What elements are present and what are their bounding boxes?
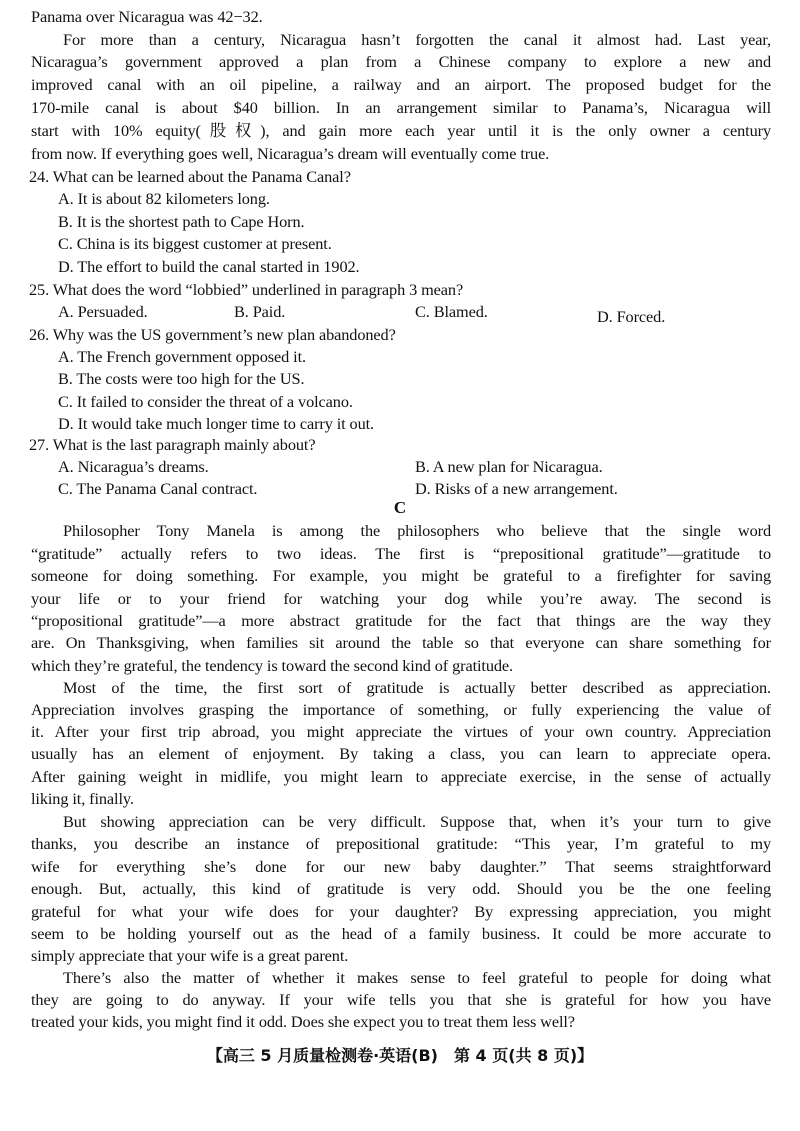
passage-c-line: wife for everything she’s done for our new baby daughter.” That seems straightforward xyxy=(31,857,771,876)
passage-c-line: it. After your first trip abroad, you might appreciate the virtues of your own country. Appreciation xyxy=(31,722,771,741)
passage-c-line: “propositional gratitude”—a more abstract gratitude for the fact that things are the way they xyxy=(31,611,771,630)
question-option: B. Paid. xyxy=(234,302,286,321)
question-stem-26: 26. Why was the US government’s new plan abandoned? xyxy=(29,325,396,344)
passage-b-line: Panama over Nicaragua was 42−32. xyxy=(31,7,263,26)
passage-b-line: Nicaragua’s government approved a plan from a Chinese company to explore a new and xyxy=(31,52,771,71)
passage-b-line: For more than a century, Nicaragua hasn’t forgotten the canal it almost had. Last year, xyxy=(63,30,771,49)
passage-b-line: start with 10% equity(股权), and gain more each year until it is the only owner a century xyxy=(31,121,771,140)
question-option: A. Persuaded. xyxy=(58,302,148,321)
question-option: A. The French government opposed it. xyxy=(58,347,306,366)
passage-c-line: someone for doing something. For example, you might be grateful to a firefighter for saving xyxy=(31,566,771,585)
passage-c-line: “gratitude” actually refers to two ideas. The first is “prepositional gratitude”—gratitude to xyxy=(31,544,771,563)
question-option: C. It failed to consider the threat of a volcano. xyxy=(58,392,353,411)
passage-c-line: enough. But, actually, this kind of gratitude is very odd. Should you be the one feeling xyxy=(31,879,771,898)
passage-c-line: treated your kids, you might find it odd. Does she expect you to treat them less well? xyxy=(31,1012,575,1031)
passage-c-line: liking it, finally. xyxy=(31,789,134,808)
passage-c-line: simply appreciate that your wife is a great parent. xyxy=(31,946,349,965)
question-option: C. Blamed. xyxy=(415,302,488,321)
passage-c-line: But showing appreciation can be very difficult. Suppose that, when it’s your turn to give xyxy=(63,812,771,831)
question-option: D. It would take much longer time to carry it out. xyxy=(58,414,375,433)
passage-b-line: improved canal with an oil pipeline, a railway and an airport. The proposed budget for the xyxy=(31,75,771,94)
question-option: D. The effort to build the canal started in 1902. xyxy=(58,257,360,276)
passage-c-line: they are going to do anyway. If your wife tells you that she is grateful for how you have xyxy=(31,990,771,1009)
question-option: C. The Panama Canal contract. xyxy=(58,479,258,498)
passage-c-line: There’s also the matter of whether it makes sense to feel grateful to people for doing what xyxy=(63,968,771,987)
question-option: B. A new plan for Nicaragua. xyxy=(415,457,603,476)
passage-c-line: your life or to your friend for watching your dog while you’re away. The second is xyxy=(31,589,771,608)
page-footer: 【高三 5 月质量检测卷·英语(B) 第 4 页(共 8 页)】 xyxy=(206,1046,594,1065)
passage-heading: C xyxy=(393,498,407,517)
passage-c-line: Philosopher Tony Manela is among the philosophers who believe that the single word xyxy=(63,521,771,540)
question-option: B. It is the shortest path to Cape Horn. xyxy=(58,212,305,231)
passage-c-line: are. On Thanksgiving, when families sit around the table so that everyone can share something for xyxy=(31,633,771,652)
question-stem-24: 24. What can be learned about the Panama Canal? xyxy=(29,167,351,186)
question-option: C. China is its biggest customer at present. xyxy=(58,234,332,253)
passage-c-line: which they’re grateful, the tendency is toward the second kind of gratitude. xyxy=(31,656,514,675)
passage-b-line: from now. If everything goes well, Nicaragua’s dream will eventually come true. xyxy=(31,144,550,163)
passage-c-line: seem to be holding yourself out as the head of a family business. It could be more accurate to xyxy=(31,924,771,943)
question-option: A. It is about 82 kilometers long. xyxy=(58,189,270,208)
question-option: A. Nicaragua’s dreams. xyxy=(58,457,209,476)
passage-c-line: Appreciation involves grasping the importance of something, or fully experiencing the value of xyxy=(31,700,771,719)
passage-c-line: thanks, you describe an instance of prepositional gratitude: “This year, I’m grateful to my xyxy=(31,834,771,853)
question-stem-25: 25. What does the word “lobbied” underlined in paragraph 3 mean? xyxy=(29,280,464,299)
question-option: D. Risks of a new arrangement. xyxy=(415,479,618,498)
passage-c-line: After gaining weight in midlife, you might learn to appreciate exercise, in the sense of actually xyxy=(31,767,771,786)
passage-b-line: 170-mile canal is about $40 billion. In an arrangement similar to Panama’s, Nicaragua will xyxy=(31,98,771,117)
passage-c-line: Most of the time, the first sort of gratitude is actually better described as appreciation. xyxy=(63,678,771,697)
question-option: D. Forced. xyxy=(597,307,666,326)
passage-c-line: usually has an element of enjoyment. By taking a class, you can learn to appreciate opera. xyxy=(31,744,771,763)
question-stem-27: 27. What is the last paragraph mainly about? xyxy=(29,435,316,454)
passage-c-line: grateful for what your wife does for your daughter? By expressing appreciation, you might xyxy=(31,902,771,921)
question-option: B. The costs were too high for the US. xyxy=(58,369,305,388)
